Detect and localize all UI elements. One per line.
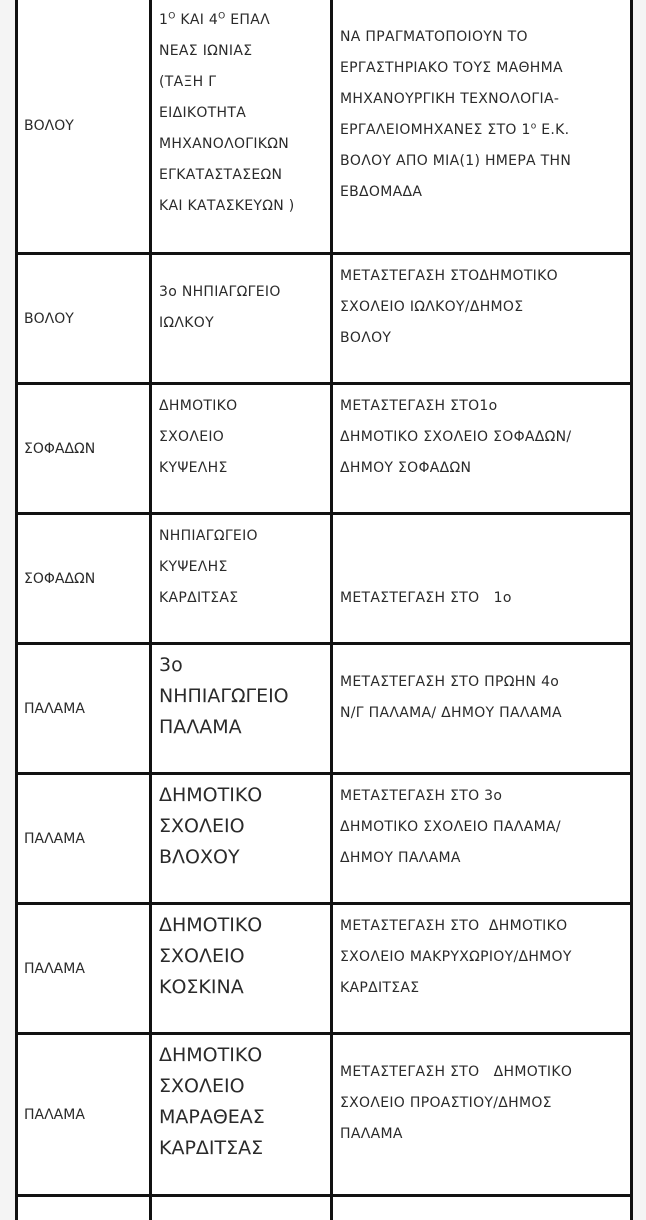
action-cell (333, 515, 630, 642)
school-line: ΔΗΜΟΤΙΚΟ (159, 784, 263, 806)
school-cell (152, 1035, 333, 1194)
action-line: ΝΑ ΠΡΑΓΜΑΤΟΠΟΙΟΥΝ ΤΟ (340, 29, 528, 45)
school-line: ΝΗΠΙΑΓΩΓΕΙΟ (159, 528, 258, 544)
school-line: ΝΗΠΙΑΓΩΓΕΙΟ (159, 685, 289, 707)
action-line: Ν/Γ ΠΑΛΑΜΑ/ ΔΗΜΟΥ ΠΑΛΑΜΑ (340, 705, 562, 721)
school-line: ΠΑΛΑΜΑ (159, 716, 242, 738)
region-text: ΒΟΛΟΥ (24, 310, 74, 327)
action-line: ΣΧΟΛΕΙΟ ΙΩΛΚΟΥ/ΔΗΜΟΣ (340, 299, 524, 315)
school-line: ΣΧΟΛΕΙΟ (159, 1075, 245, 1097)
school-cell (152, 255, 333, 382)
action-line: ΔΗΜΟΤΙΚΟ ΣΧΟΛΕΙΟ ΠΑΛΑΜΑ/ (340, 819, 561, 835)
school-line: ΒΛΟΧΟΥ (159, 846, 240, 868)
school-line: ΝΕΑΣ ΙΩΝΙΑΣ (159, 43, 253, 59)
region-text: ΣΟΦΑΔΩΝ (24, 440, 96, 457)
action-cell (333, 255, 630, 382)
school-line: ΚΑΡΔΙΤΣΑΣ (159, 1137, 264, 1159)
action-line: ΜΕΤΑΣΤΕΓΑΣΗ ΣΤΟ ΔΗΜΟΤΙΚΟ (340, 918, 568, 934)
school-line: ΣΧΟΛΕΙΟ (159, 945, 245, 967)
school-cell (152, 645, 333, 772)
school-cell (152, 905, 333, 1032)
school-line: 3ο (159, 654, 183, 676)
action-line: ΕΡΓΑΣΤΗΡΙΑΚΟ ΤΟΥΣ ΜΑΘΗΜΑ (340, 60, 563, 76)
region-text: ΒΟΛΟΥ (24, 118, 74, 134)
table-row (18, 1035, 630, 1194)
action-line: ΒΟΛΟΥ ΑΠΟ ΜΙΑ(1) ΗΜΕΡΑ ΤΗΝ (340, 153, 572, 169)
action-line: ΔΗΜΟΥ ΣΟΦΑΔΩΝ (340, 460, 472, 476)
action-line: ΜΕΤΑΣΤΕΓΑΣΗ ΣΤΟ ΔΗΜΟΤΙΚΟ (340, 1064, 573, 1080)
relocation-table (15, 0, 633, 1220)
action-cell (333, 1035, 630, 1194)
school-cell (152, 775, 333, 902)
school-cell (152, 515, 333, 642)
action-cell (333, 775, 630, 902)
school-line: ΚΥΨΕΛΗΣ (159, 460, 228, 476)
school-line: ΚΟΣΚΙΝΑ (159, 976, 244, 998)
school-line: ΔΗΜΟΤΙΚΟ (159, 1044, 263, 1066)
action-line: ΣΧΟΛΕΙΟ ΜΑΚΡΥΧΩΡΙΟΥ/ΔΗΜΟΥ (340, 949, 572, 965)
action-line: ΔΗΜΟΥ ΠΑΛΑΜΑ (340, 850, 461, 866)
action-cell (333, 645, 630, 772)
action-cell (333, 905, 630, 1032)
action-line: ΕΒΔΟΜΑΔΑ (340, 184, 423, 200)
action-line: ΔΗΜΟΤΙΚΟ ΣΧΟΛΕΙΟ ΣΟΦΑΔΩΝ/ (340, 429, 572, 445)
action-line: ΜΕΤΑΣΤΕΓΑΣΗ ΣΤΟ 1ο (340, 590, 512, 606)
table-row (18, 515, 630, 642)
school-line: (ΤΑΞΗ Γ (159, 74, 217, 90)
school-line: ΚΥΨΕΛΗΣ (159, 559, 228, 575)
region-cell (18, 0, 152, 252)
school-line: ΔΗΜΟΤΙΚΟ (159, 398, 238, 414)
table-row (18, 385, 630, 512)
action-line: ΜΕΤΑΣΤΕΓΑΣΗ ΣΤΟ ΠΡΩΗΝ 4ο (340, 674, 560, 690)
action-line: ΕΡΓΑΛΕΙΟΜΗΧΑΝΕΣ ΣΤΟ $1^o$ Ε.Κ. (340, 121, 570, 138)
school-line: ΣΧΟΛΕΙΟ (159, 429, 225, 445)
action-line: ΜΕΤΑΣΤΕΓΑΣΗ ΣΤΟΔΗΜΟΤΙΚΟ (340, 268, 558, 284)
region-cell (18, 385, 152, 512)
action-cell (333, 0, 630, 252)
action-line: ΜΕΤΑΣΤΕΓΑΣΗ ΣΤΟ1ο (340, 398, 498, 414)
school-line: $1^O$ ΚΑΙ $4^O$ ΕΠΑΛ (159, 11, 270, 28)
region-text: ΠΑΛΑΜΑ (24, 1106, 85, 1123)
action-line: ΒΟΛΟΥ (340, 330, 392, 346)
row-divider (18, 1194, 630, 1197)
school-cell (152, 385, 333, 512)
superscript-o: ο (530, 121, 537, 132)
school-line: ΕΓΚΑΤΑΣΤΑΣΕΩΝ (159, 167, 283, 183)
school-line: ΣΧΟΛΕΙΟ (159, 815, 245, 837)
school-line: ΜΗΧΑΝΟΛΟΓΙΚΩΝ (159, 136, 290, 152)
action-line: ΣΧΟΛΕΙΟ ΠΡΟΑΣΤΙΟΥ/ΔΗΜΟΣ (340, 1095, 552, 1111)
school-line: 3ο ΝΗΠΙΑΓΩΓΕΙΟ (159, 284, 281, 300)
school-cell (152, 0, 333, 252)
region-cell (18, 905, 152, 1032)
table-row (18, 905, 630, 1032)
table-row (18, 645, 630, 772)
school-line: ΚΑΙ ΚΑΤΑΣΚΕΥΩΝ ) (159, 198, 295, 214)
action-line: ΜΗΧΑΝΟΥΡΓΙΚΗ ΤΕΧΝΟΛΟΓΙΑ- (340, 91, 560, 107)
superscript-o: O (218, 11, 226, 22)
region-text: ΠΑΛΑΜΑ (24, 960, 85, 977)
region-cell (18, 775, 152, 902)
action-line: ΜΕΤΑΣΤΕΓΑΣΗ ΣΤΟ 3ο (340, 788, 503, 804)
table-row (18, 255, 630, 382)
action-line: ΚΑΡΔΙΤΣΑΣ (340, 980, 420, 996)
action-line: ΠΑΛΑΜΑ (340, 1126, 403, 1142)
region-cell (18, 515, 152, 642)
school-line: ΙΩΛΚΟΥ (159, 315, 214, 331)
table-row (18, 775, 630, 902)
region-cell (18, 255, 152, 382)
table-row (18, 0, 630, 252)
school-line: ΕΙΔΙΚΟΤΗΤΑ (159, 105, 247, 121)
region-cell (18, 645, 152, 772)
school-line: ΚΑΡΔΙΤΣΑΣ (159, 590, 239, 606)
region-cell (18, 1035, 152, 1194)
region-text: ΠΑΛΑΜΑ (24, 830, 85, 847)
school-line: ΔΗΜΟΤΙΚΟ (159, 914, 263, 936)
region-text: ΣΟΦΑΔΩΝ (24, 570, 96, 587)
action-cell (333, 385, 630, 512)
school-line: ΜΑΡΑΘΕΑΣ (159, 1106, 265, 1128)
superscript-o: O (168, 11, 176, 22)
region-text: ΠΑΛΑΜΑ (24, 700, 85, 717)
